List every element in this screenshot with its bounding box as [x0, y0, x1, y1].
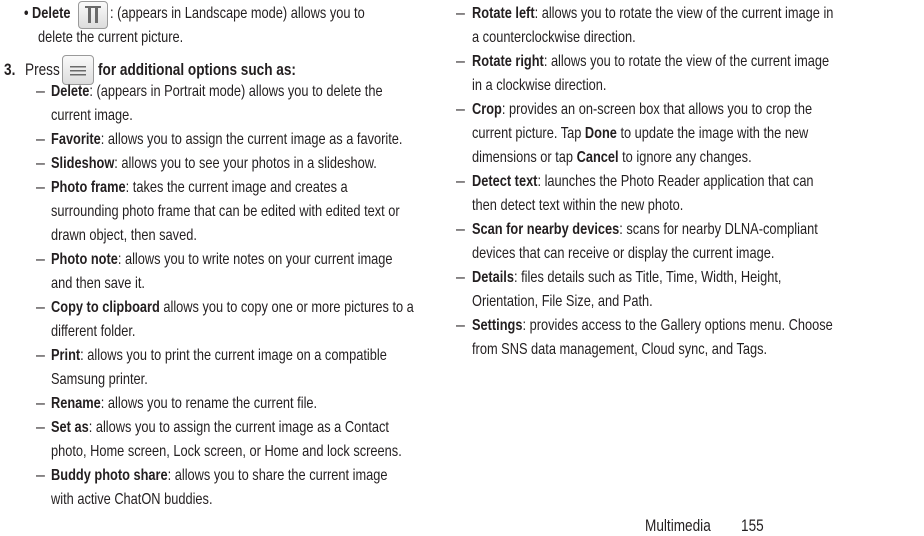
- option-description: from SNS data management, Cloud sync, and Tags.: [472, 341, 768, 358]
- top-bullet: [24, 4, 82, 24]
- option-description: : (appears in Portrait mode) allows you to delete the: [89, 83, 383, 100]
- list-item-dash: –: [456, 317, 465, 334]
- list-item-dash: –: [36, 347, 45, 364]
- option-description: : allows you to rotate the view of the current image in: [534, 5, 834, 22]
- list-item-dash: –: [36, 155, 45, 172]
- option-description: : allows you to assign the current image as a Contact: [88, 419, 389, 436]
- bullet-marker: •: [24, 5, 29, 22]
- list-item: [472, 100, 897, 120]
- list-item: [472, 52, 918, 72]
- list-item-dash: –: [36, 83, 45, 100]
- option-description: : files details such as Title, Time, Width, Height,: [513, 269, 782, 286]
- option-description: : allows you to print the current image on a compatible: [80, 347, 387, 364]
- option-description: : allows you to assign the current image as a favorite.: [100, 131, 403, 148]
- list-item-dash: –: [36, 299, 45, 316]
- option-description: Orientation, File Size, and Path.: [472, 293, 653, 310]
- option-description: : provides an on-screen box that allows you to crop the: [501, 101, 813, 118]
- list-item-continuation: [472, 124, 892, 144]
- option-term: Crop: [472, 101, 502, 118]
- list-item-continuation: [472, 76, 640, 96]
- option-description: with active ChatON buddies.: [51, 491, 213, 508]
- option-term: Scan for nearby devices: [472, 221, 620, 238]
- option-description: : takes the current image and creates a: [125, 179, 348, 196]
- list-item: [51, 346, 471, 366]
- list-item-continuation: [51, 202, 487, 222]
- option-term: Slideshow: [51, 155, 115, 172]
- list-item-dash: –: [456, 53, 465, 70]
- list-item: [51, 250, 478, 270]
- list-item-dash: –: [36, 395, 45, 412]
- list-item-continuation: [472, 340, 841, 360]
- option-description: : allows you to write notes on your current image: [117, 251, 393, 268]
- list-item-continuation: [472, 292, 698, 312]
- option-description: then detect text within the new photo.: [472, 197, 684, 214]
- list-item-continuation: [51, 274, 168, 294]
- list-item-dash: –: [456, 221, 465, 238]
- option-description: to update the image with the new: [616, 125, 809, 142]
- trash-icon: [78, 1, 108, 29]
- option-term: Cancel: [576, 149, 619, 166]
- option-term: Details: [472, 269, 514, 286]
- list-item: [51, 394, 384, 414]
- option-description: : allows you to rename the current file.: [100, 395, 318, 412]
- option-term: Photo note: [51, 251, 118, 268]
- step3-number: 3.: [4, 60, 16, 79]
- option-term: Detect text: [472, 173, 538, 190]
- page-number: 155: [741, 516, 764, 535]
- list-item-continuation: [51, 442, 489, 462]
- menu-icon: [62, 55, 94, 85]
- option-description: and then save it.: [51, 275, 145, 292]
- list-item-dash: –: [36, 467, 45, 484]
- list-item-dash: –: [36, 179, 45, 196]
- option-term: Favorite: [51, 131, 101, 148]
- top-bullet-text-1: : (appears in Landscape mode) allows you to: [110, 5, 365, 22]
- option-description: photo, Home screen, Lock screen, or Home and lock screens.: [51, 443, 402, 460]
- list-item-dash: –: [456, 269, 465, 286]
- step3-press: Press: [25, 60, 60, 79]
- list-item-dash: –: [456, 5, 465, 22]
- option-description: : allows you to rotate the view of the current image: [543, 53, 830, 70]
- option-term: Delete: [51, 83, 90, 100]
- list-item: [472, 220, 904, 240]
- option-term: Set as: [51, 419, 89, 436]
- option-description: Samsung printer.: [51, 371, 148, 388]
- option-term: Rotate right: [472, 53, 544, 70]
- option-description: allows you to copy one or more pictures to a: [159, 299, 414, 316]
- list-item-dash: –: [36, 419, 45, 436]
- option-description: current picture. Tap: [472, 125, 585, 142]
- list-item-dash: –: [36, 251, 45, 268]
- list-item-continuation: [472, 196, 736, 216]
- option-description: a counterclockwise direction.: [472, 29, 636, 46]
- option-description: in a clockwise direction.: [472, 77, 607, 94]
- option-description: : provides access to the Gallery options menu. Choose: [522, 317, 833, 334]
- step3-text: for additional options such as:: [98, 60, 296, 79]
- option-description: surrounding photo frame that can be edited with edited text or: [51, 203, 400, 220]
- list-item-continuation: [51, 106, 153, 126]
- list-item: [472, 268, 859, 288]
- option-term: Settings: [472, 317, 523, 334]
- option-term: Buddy photo share: [51, 467, 168, 484]
- option-description: : scans for nearby DLNA-compliant: [619, 221, 818, 238]
- list-item-continuation: [472, 244, 850, 264]
- option-description: drawn object, then saved.: [51, 227, 197, 244]
- option-description: : allows you to share the current image: [167, 467, 388, 484]
- list-item-continuation: [472, 148, 822, 168]
- option-term: Copy to clipboard: [51, 299, 160, 316]
- option-term: Photo frame: [51, 179, 126, 196]
- list-item-continuation: [51, 226, 233, 246]
- option-description: dimensions or tap: [472, 149, 577, 166]
- list-item-continuation: [51, 490, 253, 510]
- delete-term: Delete: [32, 5, 71, 22]
- option-term: Rotate left: [472, 5, 535, 22]
- list-item: [51, 298, 505, 318]
- option-description: : launches the Photo Reader application that can: [537, 173, 814, 190]
- list-item: [472, 316, 923, 336]
- list-item-continuation: [51, 370, 172, 390]
- option-term: Print: [51, 347, 81, 364]
- list-item: [51, 466, 472, 486]
- list-item: [51, 130, 490, 150]
- option-description: current image.: [51, 107, 133, 124]
- option-description: devices that can receive or display the current image.: [472, 245, 775, 262]
- option-description: to ignore any changes.: [618, 149, 752, 166]
- list-item: [472, 172, 899, 192]
- list-item: [51, 418, 473, 438]
- option-term: Done: [584, 125, 617, 142]
- list-item: [51, 154, 458, 174]
- list-item-dash: –: [456, 173, 465, 190]
- option-description: different folder.: [51, 323, 136, 340]
- option-term: Rename: [51, 395, 101, 412]
- list-item-dash: –: [456, 101, 465, 118]
- footer-section: Multimedia: [645, 516, 711, 535]
- list-item-dash: –: [36, 131, 45, 148]
- list-item-continuation: [472, 28, 677, 48]
- list-item: [472, 4, 924, 24]
- top-bullet-text-2: delete the current picture.: [38, 29, 184, 46]
- list-item: [51, 82, 465, 102]
- list-item: [51, 178, 422, 198]
- option-description: : allows you to see your photos in a slideshow.: [114, 155, 377, 172]
- list-item-continuation: [51, 322, 157, 342]
